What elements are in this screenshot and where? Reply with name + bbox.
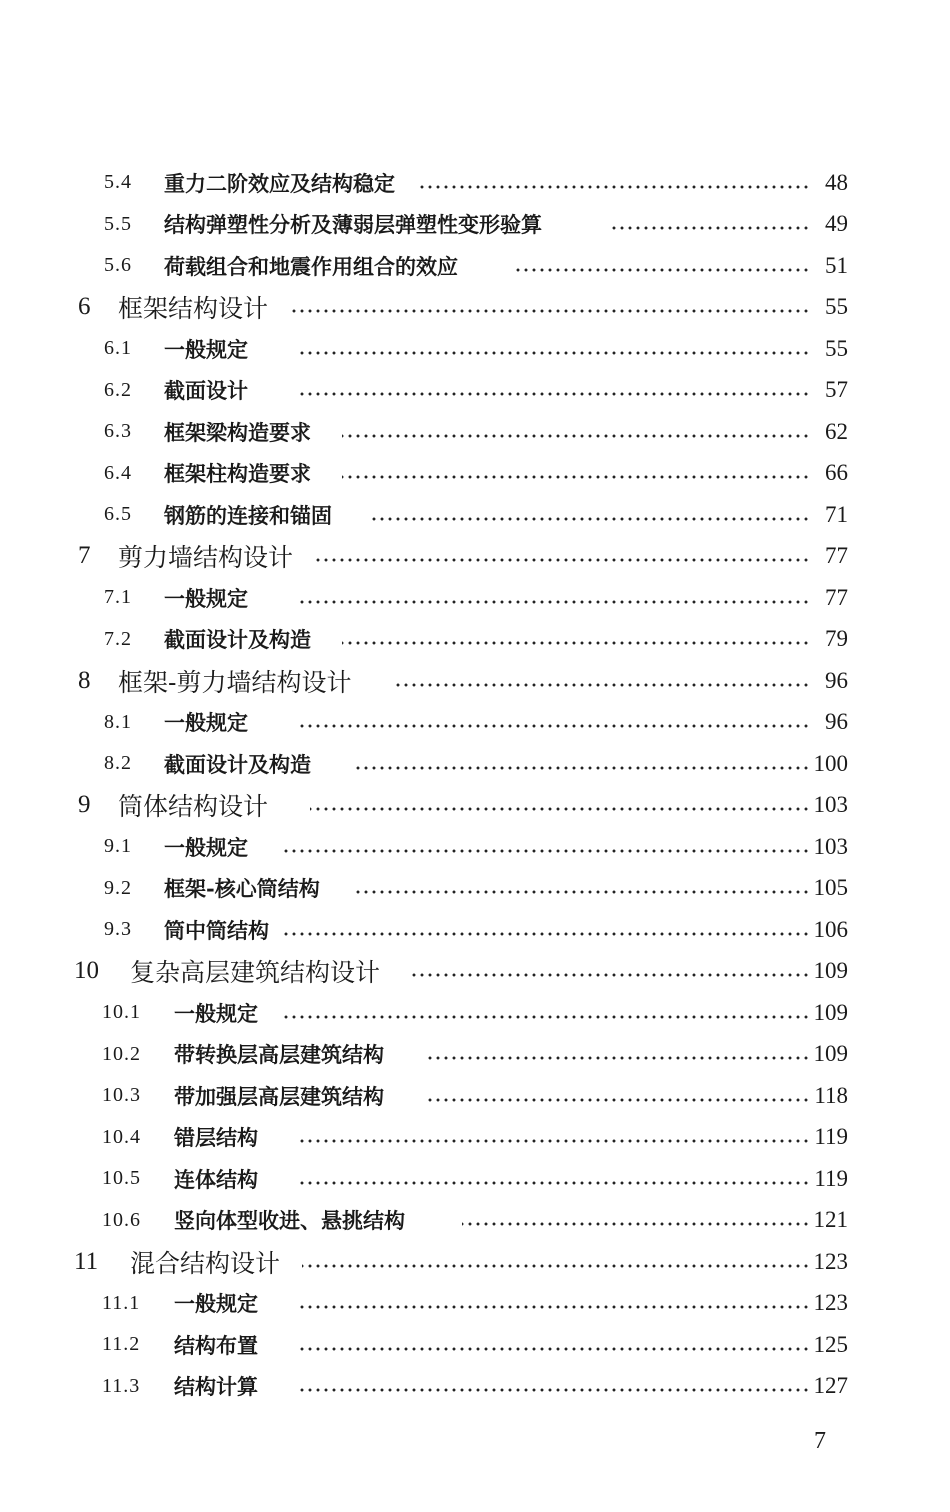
dot-leader — [310, 807, 810, 811]
toc-entry-number: 8 — [78, 666, 91, 694]
toc-section-row[interactable] — [0, 826, 950, 868]
table-of-contents — [0, 162, 950, 1407]
toc-entry-page: 106 — [813, 916, 848, 942]
toc-entry-page: 79 — [825, 626, 848, 652]
toc-section-row[interactable] — [0, 868, 950, 910]
toc-entry-number: 8.1 — [104, 710, 132, 733]
toc-entry-title: 框架-核心筒结构 — [164, 876, 320, 902]
toc-section-row[interactable] — [0, 1075, 950, 1117]
dot-leader — [342, 434, 810, 438]
toc-entry-title: 框架梁构造要求 — [164, 419, 311, 445]
toc-entry-title: 一般规定 — [164, 710, 248, 736]
toc-entry-page: 118 — [814, 1082, 848, 1108]
dot-leader — [296, 724, 810, 728]
toc-entry-title: 筒中筒结构 — [164, 917, 269, 943]
page-number: 7 — [814, 1428, 826, 1454]
toc-entry-title: 筒体结构设计 — [118, 792, 269, 822]
toc-section-row[interactable] — [0, 370, 950, 412]
dot-leader — [392, 683, 810, 687]
dot-leader — [372, 517, 810, 521]
dot-leader — [420, 185, 810, 189]
dot-leader — [426, 1098, 810, 1102]
dot-leader — [462, 1222, 810, 1226]
toc-entry-number: 10.2 — [102, 1042, 141, 1065]
toc-entry-page: 125 — [813, 1331, 848, 1357]
toc-entry-page: 121 — [813, 1207, 848, 1233]
toc-entry-number: 5.4 — [104, 171, 132, 194]
toc-entry-number: 8.2 — [104, 752, 132, 775]
toc-entry-title: 复杂高层建筑结构设计 — [130, 958, 381, 988]
toc-entry-number: 9 — [78, 791, 91, 819]
toc-section-row[interactable] — [0, 245, 950, 287]
toc-section-row[interactable] — [0, 411, 950, 453]
toc-entry-page: 62 — [825, 418, 848, 444]
toc-entry-title: 剪力墙结构设计 — [118, 543, 294, 573]
toc-section-row[interactable] — [0, 702, 950, 744]
toc-section-row[interactable] — [0, 204, 950, 246]
toc-entry-number: 11.3 — [102, 1374, 141, 1397]
toc-chapter-row[interactable] — [0, 785, 950, 827]
toc-section-row[interactable] — [0, 1200, 950, 1242]
toc-entry-number: 11.1 — [102, 1291, 141, 1314]
toc-section-row[interactable] — [0, 1366, 950, 1408]
dot-leader — [282, 932, 810, 936]
toc-entry-number: 9.2 — [104, 876, 132, 899]
toc-entry-title: 一般规定 — [174, 1291, 258, 1317]
toc-entry-title: 钢筋的连接和锚固 — [164, 502, 332, 528]
toc-entry-page: 109 — [813, 1041, 848, 1067]
toc-entry-page: 119 — [814, 1124, 848, 1150]
dot-leader — [298, 1388, 810, 1392]
dot-leader — [316, 558, 810, 562]
toc-entry-title: 错层结构 — [174, 1125, 258, 1151]
toc-entry-page: 48 — [825, 169, 848, 195]
toc-entry-number: 10.3 — [102, 1084, 141, 1107]
toc-section-row[interactable] — [0, 1034, 950, 1076]
toc-entry-number: 6.2 — [104, 378, 132, 401]
toc-chapter-row[interactable] — [0, 1241, 950, 1283]
toc-section-row[interactable] — [0, 1283, 950, 1325]
toc-entry-page: 51 — [825, 252, 848, 278]
toc-chapter-row[interactable] — [0, 287, 950, 329]
toc-entry-page: 123 — [813, 1290, 848, 1316]
toc-entry-number: 10 — [74, 957, 99, 985]
toc-entry-title: 框架结构设计 — [118, 294, 269, 324]
toc-entry-title: 截面设计及构造 — [164, 627, 311, 653]
toc-entry-number: 11 — [74, 1247, 99, 1275]
toc-entry-page: 105 — [813, 875, 848, 901]
dot-leader — [280, 1015, 810, 1019]
dot-leader — [296, 392, 810, 396]
toc-entry-title: 连体结构 — [174, 1166, 258, 1192]
toc-entry-number: 10.6 — [102, 1208, 141, 1231]
toc-section-row[interactable] — [0, 992, 950, 1034]
dot-leader — [298, 1139, 810, 1143]
dot-leader — [298, 1181, 810, 1185]
dot-leader — [282, 849, 810, 853]
dot-leader — [342, 641, 810, 645]
toc-entry-page: 103 — [813, 833, 848, 859]
toc-entry-number: 9.3 — [104, 918, 132, 941]
toc-entry-title: 结构弹塑性分析及薄弱层弹塑性变形验算 — [164, 212, 542, 238]
toc-entry-page: 109 — [813, 999, 848, 1025]
toc-section-row[interactable] — [0, 453, 950, 495]
toc-entry-page: 49 — [825, 211, 848, 237]
toc-entry-title: 一般规定 — [174, 1000, 258, 1026]
toc-entry-number: 6.1 — [104, 337, 132, 360]
toc-chapter-row[interactable] — [0, 951, 950, 993]
toc-entry-title: 框架柱构造要求 — [164, 461, 311, 487]
toc-entry-title: 一般规定 — [164, 336, 248, 362]
toc-section-row[interactable] — [0, 909, 950, 951]
toc-entry-number: 6 — [78, 293, 91, 321]
toc-entry-title: 荷载组合和地震作用组合的效应 — [164, 253, 458, 279]
toc-chapter-row[interactable] — [0, 536, 950, 578]
toc-entry-title: 带转换层高层建筑结构 — [174, 1042, 384, 1068]
toc-section-row[interactable] — [0, 743, 950, 785]
toc-entry-number: 10.4 — [102, 1125, 141, 1148]
toc-entry-number: 9.1 — [104, 835, 132, 858]
toc-entry-number: 6.4 — [104, 461, 132, 484]
dot-leader — [410, 973, 810, 977]
dot-leader — [512, 268, 810, 272]
dot-leader — [296, 600, 810, 604]
toc-entry-number: 5.6 — [104, 254, 132, 277]
toc-entry-number: 6.5 — [104, 503, 132, 526]
toc-entry-page: 77 — [825, 584, 848, 610]
dot-leader — [426, 1056, 810, 1060]
dot-leader — [302, 1264, 810, 1268]
toc-entry-page: 77 — [825, 543, 848, 569]
toc-entry-page: 123 — [813, 1248, 848, 1274]
dot-leader — [354, 890, 810, 894]
toc-entry-page: 55 — [825, 335, 848, 361]
toc-entry-page: 109 — [813, 958, 848, 984]
toc-entry-title: 截面设计 — [164, 378, 248, 404]
dot-leader — [288, 309, 810, 313]
toc-entry-page: 119 — [814, 1165, 848, 1191]
dot-leader — [298, 1305, 810, 1309]
toc-section-row[interactable] — [0, 1158, 950, 1200]
toc-entry-number: 10.5 — [102, 1167, 141, 1190]
toc-entry-page: 71 — [825, 501, 848, 527]
toc-entry-page: 66 — [825, 460, 848, 486]
toc-section-row[interactable] — [0, 1117, 950, 1159]
toc-entry-page: 57 — [825, 377, 848, 403]
toc-entry-number: 7.2 — [104, 627, 132, 650]
toc-entry-title: 一般规定 — [164, 834, 248, 860]
dot-leader — [612, 226, 810, 230]
toc-entry-number: 7.1 — [104, 586, 132, 609]
toc-entry-number: 10.1 — [102, 1001, 141, 1024]
toc-entry-title: 重力二阶效应及结构稳定 — [164, 170, 395, 196]
toc-section-row[interactable] — [0, 328, 950, 370]
toc-entry-title: 混合结构设计 — [130, 1248, 281, 1278]
toc-entry-title: 结构计算 — [174, 1374, 258, 1400]
dot-leader — [298, 1347, 810, 1351]
toc-entry-title: 结构布置 — [174, 1332, 258, 1358]
toc-entry-title: 一般规定 — [164, 585, 248, 611]
toc-entry-title: 截面设计及构造 — [164, 751, 311, 777]
toc-entry-title: 竖向体型收进、悬挑结构 — [174, 1208, 405, 1234]
toc-section-row[interactable] — [0, 577, 950, 619]
toc-entry-number: 6.3 — [104, 420, 132, 443]
toc-entry-page: 96 — [825, 709, 848, 735]
dot-leader — [296, 351, 810, 355]
toc-section-row[interactable] — [0, 494, 950, 536]
dot-leader — [356, 766, 810, 770]
toc-entry-page: 103 — [813, 792, 848, 818]
toc-entry-number: 7 — [78, 542, 91, 570]
toc-entry-page: 127 — [813, 1373, 848, 1399]
toc-section-row[interactable] — [0, 619, 950, 661]
toc-entry-title: 框架-剪力墙结构设计 — [118, 667, 352, 697]
toc-entry-title: 带加强层高层建筑结构 — [174, 1083, 384, 1109]
toc-entry-page: 55 — [825, 294, 848, 320]
toc-entry-number: 5.5 — [104, 212, 132, 235]
toc-entry-page: 100 — [813, 750, 848, 776]
toc-section-row[interactable] — [0, 1324, 950, 1366]
toc-entry-number: 11.2 — [102, 1333, 141, 1356]
dot-leader — [342, 475, 810, 479]
toc-entry-page: 96 — [825, 667, 848, 693]
toc-chapter-row[interactable] — [0, 660, 950, 702]
toc-section-row[interactable] — [0, 162, 950, 204]
